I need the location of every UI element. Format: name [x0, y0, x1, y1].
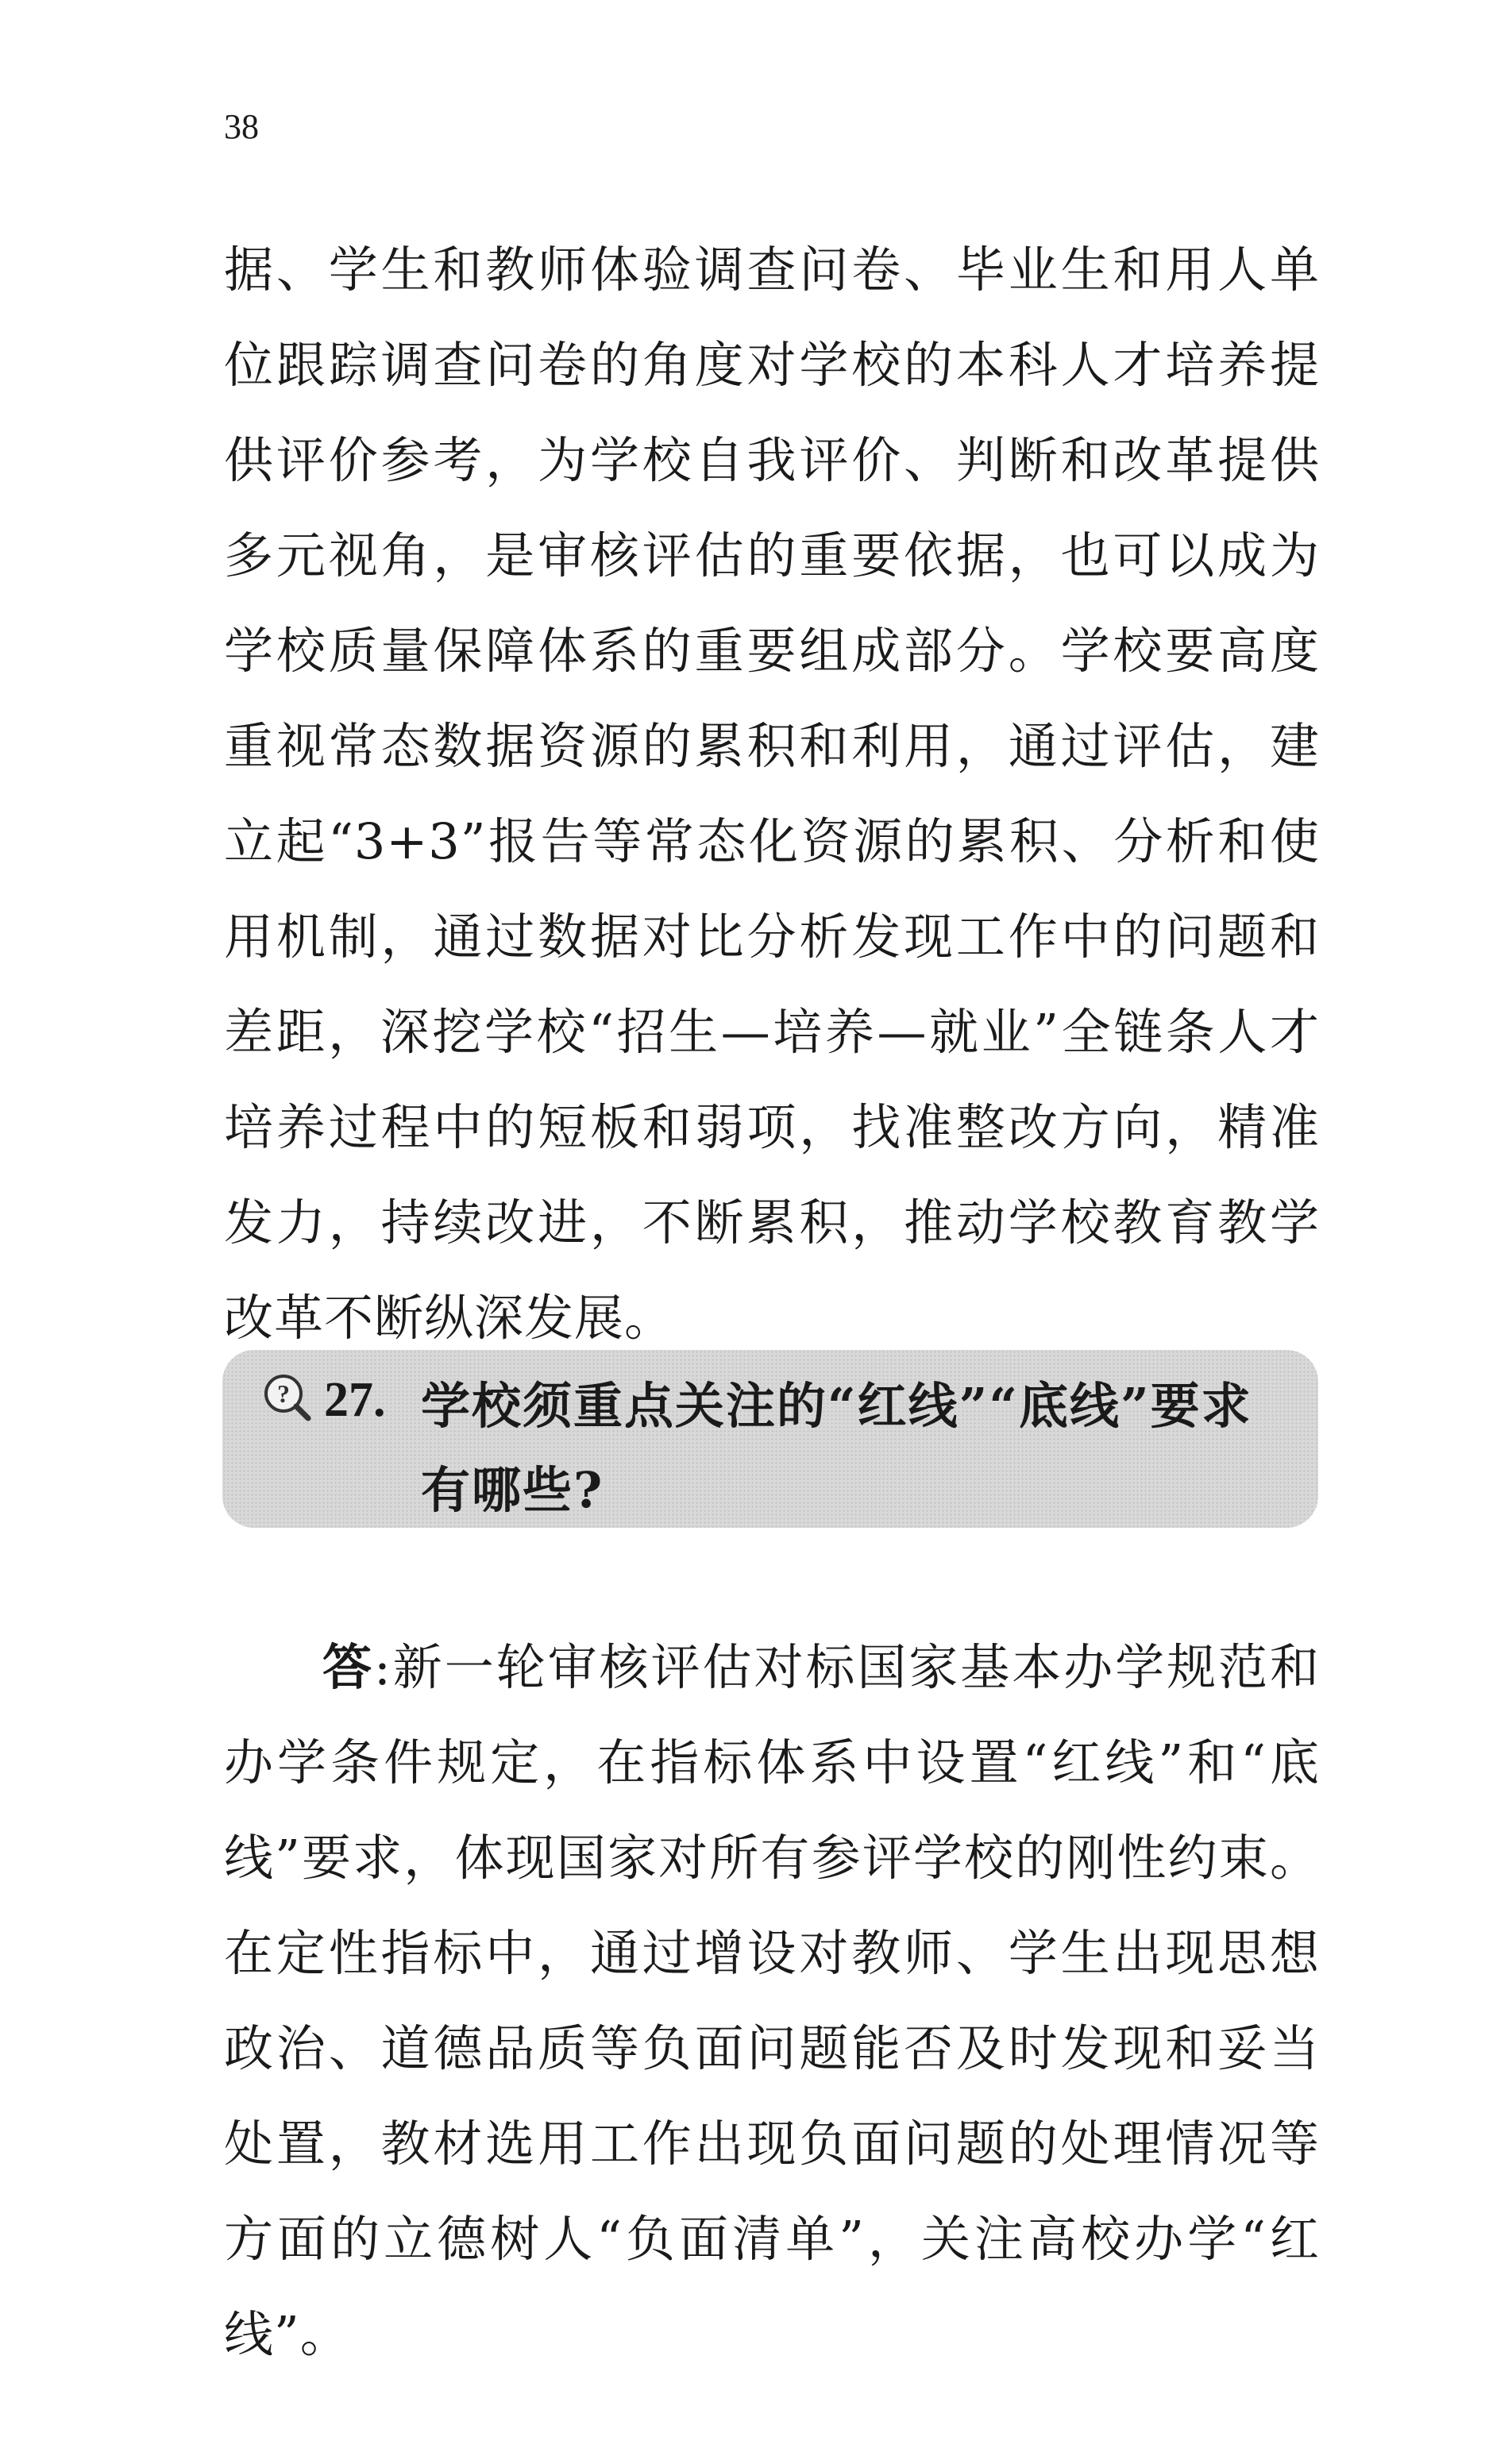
body-paragraph-1: 据、学生和教师体验调查问卷、毕业生和用人单位跟踪调查问卷的角度对学校的本科人才培养提供评价参考，为学校自我评价、判断和改革提供多元视角，是审核评估的重要依据，也可以成为学校质量保障体系的重要组成部分。学校要高度重视常态数据资源的累积和利用，通过评估，建立起“3+3”报告等常态化资源的累积、分析和使用机制，通过数据对比分析发现工作中的问题和差距，深挖学校“招生—培养—就业”全链条人才培养过程中的短板和弱项，找准整改方向，精准发力，持续改进，不断累积，推动学校教育教学改革不断纵深发展。: [224, 241, 1320, 1347]
answer-text: 新一轮审核评估对标国家基本办学规范和办学条件规定，在指标体系中设置“红线”和“底线”要求，体现国家对所有参评学校的刚性约束。在定性指标中，通过增设对教师、学生出现思想政治、道德品质等负面问题能否及时发现和妥当处置，教材选用工作出现负面问题的处理情况等方面的立德树人“负面清单”，关注高校办学“红线”。: [224, 1638, 1320, 2363]
question-title: 学校须重点关注的“红线”“底线”要求有哪些?: [421, 1377, 1252, 1519]
question-magnifier-icon: [262, 1372, 311, 1421]
svg-text:?: ?: [277, 1379, 290, 1408]
page-number: 38: [224, 107, 259, 146]
question-number: 27.: [324, 1373, 386, 1427]
answer-label: 答: [322, 1638, 374, 1696]
answer-separator: :: [373, 1638, 392, 1696]
answer-paragraph: [224, 1620, 1320, 2382]
